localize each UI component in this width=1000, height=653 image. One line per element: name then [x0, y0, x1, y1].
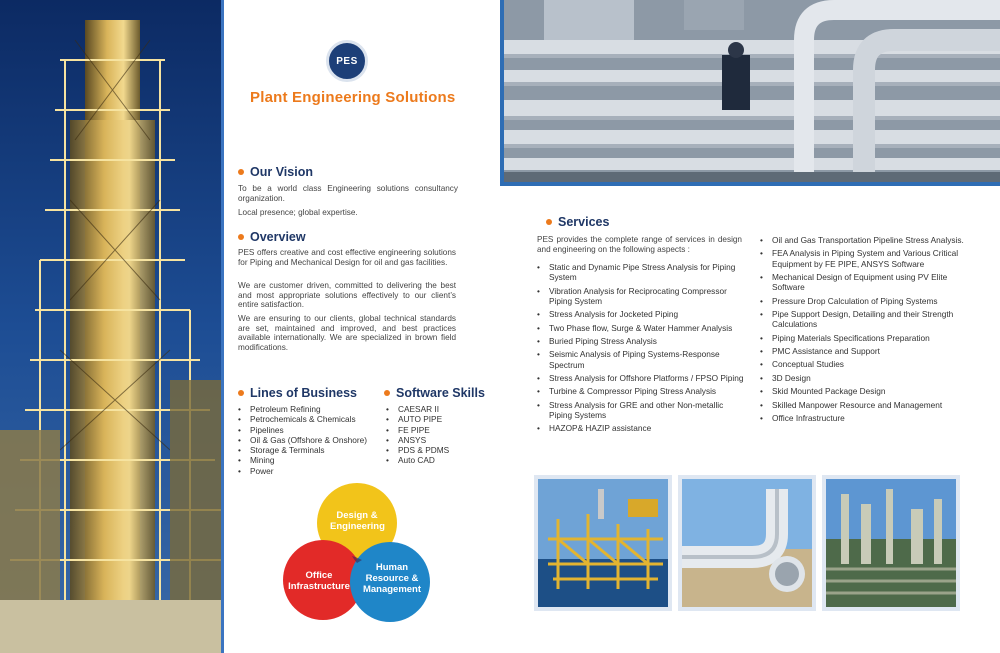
venn-label-office: Office Infrastructure [288, 570, 350, 592]
list-item: • Petroleum Refining [238, 404, 383, 414]
list-item: • Mining [238, 455, 383, 465]
list-item: • Vibration Analysis for Reciprocating Compressor Piping System [537, 286, 747, 306]
list-item: • 3D Design [760, 373, 965, 383]
company-logo [326, 40, 368, 82]
venn-label-hr: Human Resource & Management [362, 562, 422, 595]
list-item: • Oil and Gas Transportation Pipeline Stress Analysis. [760, 235, 965, 245]
lines-of-business-list [238, 404, 383, 476]
list-item: • Skid Mounted Package Design [760, 386, 965, 396]
list-item: • Pressure Drop Calculation of Piping Systems [760, 296, 965, 306]
vision-heading-text: Our Vision [250, 165, 313, 179]
list-item: • Petrochemicals & Chemicals [238, 414, 383, 424]
services-intro: PES provides the complete range of services in design and engineering on the following aspects : [537, 235, 742, 254]
list-item: • Skilled Manpower Resource and Management [760, 400, 965, 410]
list-item: • PMC Assistance and Support [760, 346, 965, 356]
list-item: • Power [238, 466, 383, 476]
venn-diagram [282, 482, 432, 622]
list-item: • ANSYS [386, 435, 486, 445]
software-skills-heading-text: Software Skills [396, 386, 485, 400]
list-item: • FE PIPE [386, 425, 486, 435]
overview-heading-text: Overview [250, 230, 306, 244]
overview-paragraph-2: We are customer driven, committed to delivering the best and most appropriate solutions effectively to our client’s entire satisfaction. [238, 281, 456, 310]
services-heading [546, 215, 609, 229]
software-skills-heading [384, 386, 485, 400]
software-skills-list [386, 404, 486, 466]
list-item: • Two Phase flow, Surge & Water Hammer Analysis [537, 323, 747, 333]
list-item: • CAESAR II [386, 404, 486, 414]
list-item: • Stress Analysis for Offshore Platforms / FPSO Piping [537, 373, 747, 383]
overview-paragraph-3: We are ensuring to our clients, global technical standards are set, maintained and improved, and best practices available internationally. We are specialized in brown field modifications. [238, 314, 456, 352]
list-item: • HAZOP& HAZIP assistance [537, 423, 747, 433]
list-item: • Static and Dynamic Pipe Stress Analysis for Piping System [537, 262, 747, 282]
lines-of-business-heading [238, 386, 357, 400]
pipes-photo [500, 0, 1000, 186]
list-item: • Conceptual Studies [760, 359, 965, 369]
list-item: • Seismic Analysis of Piping Systems-Response Spectrum [537, 349, 747, 369]
services-heading-text: Services [558, 215, 610, 229]
bullet-dot-icon [238, 234, 244, 240]
list-item: • Pipe Support Design, Detailing and their Strength Calculations [760, 309, 965, 329]
overview-heading [238, 230, 306, 244]
bullet-dot-icon [384, 390, 390, 396]
pipeline-photo [678, 475, 816, 611]
list-item: • Auto CAD [386, 455, 486, 465]
vision-heading [238, 165, 313, 179]
list-item: • Stress Analysis for Jocketed Piping [537, 309, 747, 319]
list-item: • Office Infrastructure [760, 413, 965, 423]
bullet-dot-icon [546, 219, 552, 225]
services-list-column-1 [537, 262, 747, 437]
list-item: • Mechanical Design of Equipment using PV Elite Software [760, 272, 965, 292]
bullet-dot-icon [238, 169, 244, 175]
list-item: • PDS & PDMS [386, 445, 486, 455]
vision-paragraph-2: Local presence; global expertise. [238, 208, 358, 217]
list-item: • AUTO PIPE [386, 414, 486, 424]
overview-paragraph-1: PES offers creative and cost effective engineering solutions for Piping and Mechanical Design for oil and gas facilities. [238, 248, 456, 267]
list-item: • Piping Materials Specifications Preparation [760, 333, 965, 343]
list-item: • Buried Piping Stress Analysis [537, 336, 747, 346]
list-item: • Pipelines [238, 425, 383, 435]
bullet-dot-icon [238, 390, 244, 396]
offshore-platform-photo [534, 475, 672, 611]
services-list-column-2 [760, 235, 965, 426]
venn-label-design: Design & Engineering [330, 510, 385, 532]
logo-text: PES [336, 55, 358, 67]
venn-circles [282, 482, 432, 622]
refinery-tower-photo [0, 0, 221, 653]
list-item: • Stress Analysis for GRE and other Non-metallic Piping Systems [537, 400, 747, 420]
list-item: • Oil & Gas (Offshore & Onshore) [238, 435, 383, 445]
list-item: • Turbine & Compressor Piping Stress Analysis [537, 386, 747, 396]
plant-facility-photo [822, 475, 960, 611]
lines-of-business-heading-text: Lines of Business [250, 386, 357, 400]
list-item: • Storage & Terminals [238, 445, 383, 455]
company-name: Plant Engineering Solutions [250, 89, 456, 106]
list-item: • FEA Analysis in Piping System and Various Critical Equipment by FE PIPE, ANSYS Software [760, 248, 965, 268]
vision-paragraph-1: To be a world class Engineering solutions consultancy organization. [238, 184, 458, 203]
left-edge-divider [221, 0, 224, 653]
